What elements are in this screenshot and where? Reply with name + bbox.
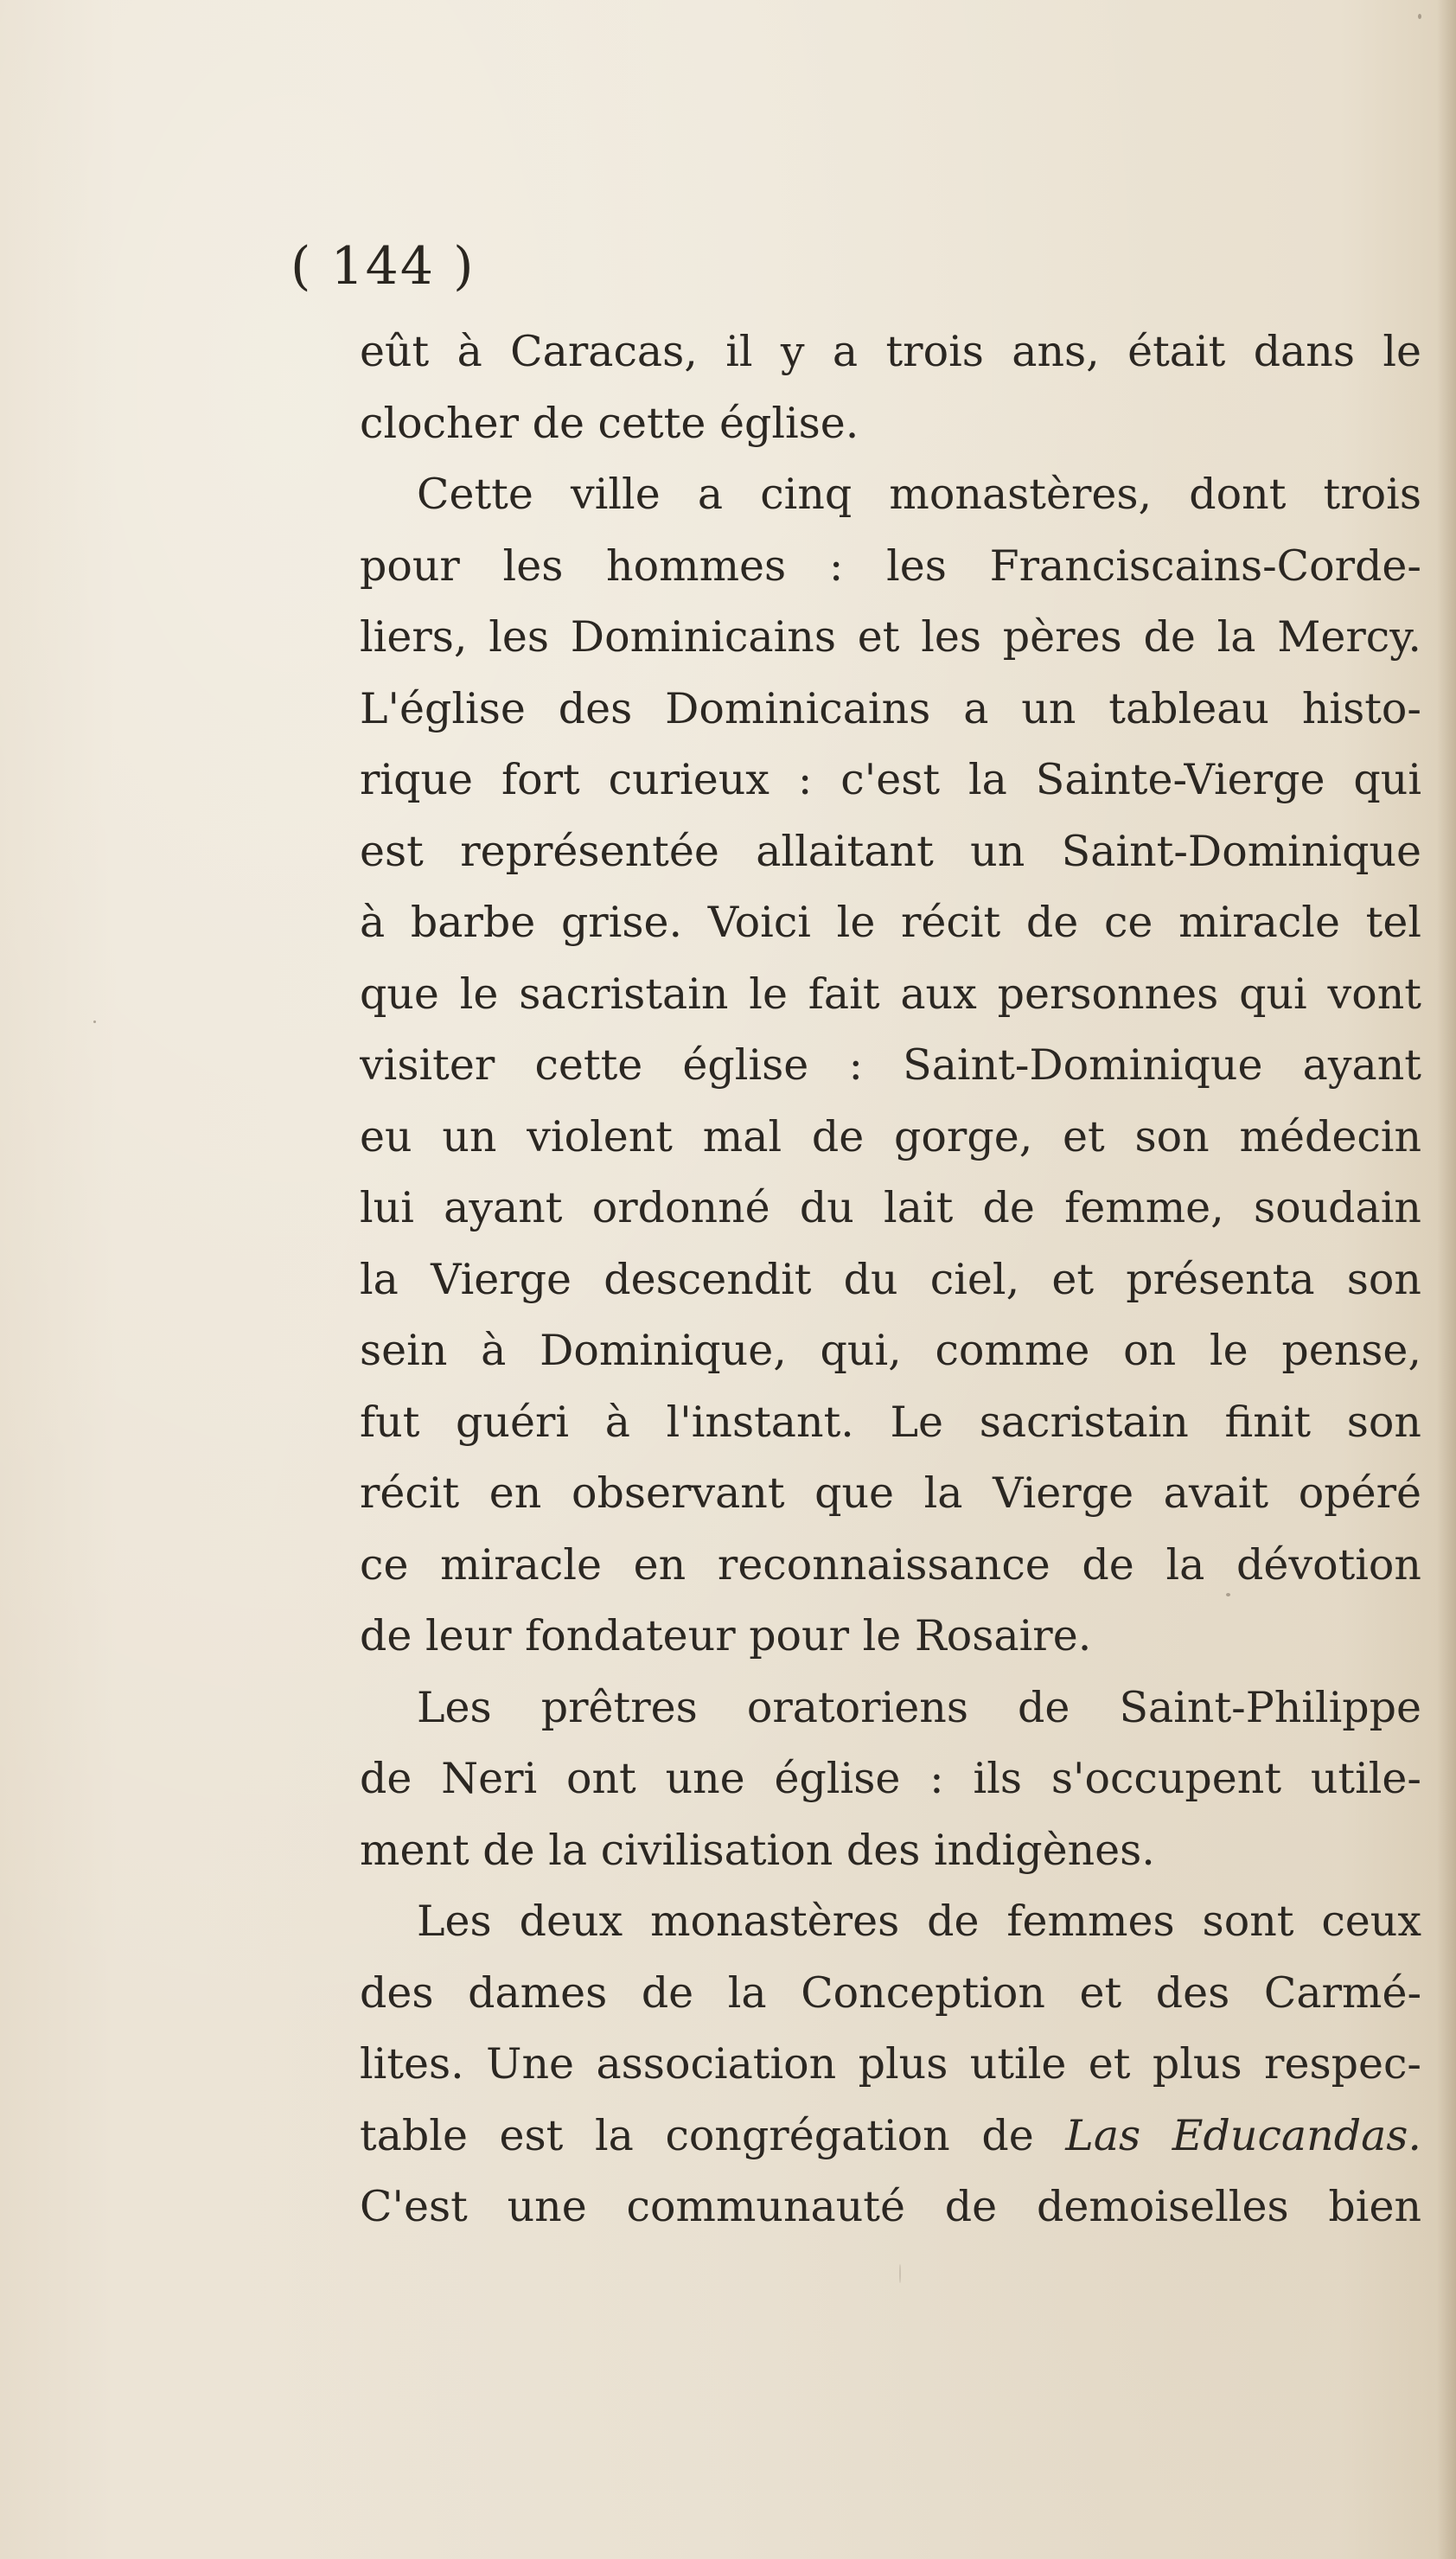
text-line-content: que le sacristain le fait aux personnes qui vont [360, 969, 1421, 1019]
text-line-content: sein à Dominique, qui, comme on le pense, [360, 1326, 1421, 1375]
text-line [360, 745, 1421, 816]
page-edge-shadow [1437, 0, 1456, 2559]
text-line [360, 1102, 1421, 1174]
text-line-content: de Neri ont une église : ils s'occupent utile- [360, 1754, 1421, 1803]
text-line-content: la Vierge descendit du ciel, et présenta son [360, 1254, 1421, 1304]
text-line-content: eu un violent mal de gorge, et son médecin [360, 1111, 1421, 1161]
page-number: ( 144 ) [291, 236, 476, 297]
text-line-content: des dames de la Conception et des Carmé- [360, 1967, 1421, 2018]
text-line [360, 1244, 1421, 1316]
text-line [360, 1458, 1421, 1530]
text-line-content: clocher de cette église. [360, 398, 859, 448]
text-line [360, 1958, 1421, 2030]
text-line [360, 674, 1421, 745]
text-line [360, 1387, 1421, 1459]
text-line-content: de leur fondateur pour le Rosaire. [360, 1611, 1092, 1660]
text-line [360, 1530, 1421, 1602]
text-line [360, 459, 1421, 531]
text-line [360, 1743, 1421, 1815]
text-line [360, 602, 1421, 674]
text-line-content: Cette ville a cinq monastères, dont trois [417, 470, 1421, 519]
paper-speck [93, 1020, 96, 1023]
text-line [360, 1886, 1421, 1958]
paper-speck [899, 2264, 901, 2283]
text-line [360, 1815, 1421, 1887]
text-line-content: Les prêtres oratoriens de Saint-Philippe [417, 1682, 1421, 1732]
text-line-content: lites. Une association plus utile et plus respec- [360, 2039, 1421, 2089]
text-line-content: visiter cette église : Saint-Dominique ayant [360, 1040, 1421, 1090]
text-line [360, 1315, 1421, 1387]
text-line-content: lui ayant ordonné du lait de femme, soudain [360, 1183, 1421, 1232]
text-line [360, 1673, 1421, 1744]
body-text [360, 317, 1421, 2243]
text-line-content: eût à Caracas, il y a trois ans, était dans le [360, 327, 1421, 376]
text-line-content: C'est une communauté de demoiselles bien [360, 2182, 1421, 2231]
text-line [360, 887, 1421, 959]
text-line-content: ce miracle en reconnaissance de la dévotion [360, 1539, 1421, 1590]
text-line-content: fut guéri à l'instant. Le sacristain finit son [360, 1397, 1421, 1447]
text-line [360, 959, 1421, 1031]
text-line [360, 816, 1421, 888]
text-line-content: liers, les Dominicains et les pères de la Mercy. [360, 612, 1421, 662]
text-line-content: table est la congrégation de [360, 2110, 1066, 2160]
text-line [360, 2172, 1421, 2243]
text-line-content: pour les hommes : les Franciscains-Corde- [360, 541, 1421, 591]
paper-speck [1418, 14, 1421, 19]
text-line [360, 2101, 1421, 2172]
text-line [360, 2029, 1421, 2101]
paper-speck [1226, 1593, 1230, 1596]
text-line-content: est représentée allaitant un Saint-Dominique [360, 826, 1421, 876]
text-line-content: rique fort curieux : c'est la Sainte-Vierge qui [360, 755, 1421, 804]
text-line-content: récit en observant que la Vierge avait opéré [360, 1468, 1421, 1518]
text-line-content: Les deux monastères de femmes sont ceux [417, 1897, 1421, 1946]
text-line [360, 317, 1421, 388]
text-line [360, 531, 1421, 603]
text-line [360, 1173, 1421, 1244]
italic-term: Las Educandas. [1065, 2110, 1421, 2160]
text-line-content: L'église des Dominicains a un tableau histo- [360, 683, 1421, 733]
text-line [360, 1601, 1421, 1673]
text-line-content: à barbe grise. Voici le récit de ce miracle tel [360, 898, 1421, 947]
text-line [360, 1030, 1421, 1102]
text-line-content: ment de la civilisation des indigènes. [360, 1825, 1155, 1875]
text-line [360, 388, 1421, 460]
